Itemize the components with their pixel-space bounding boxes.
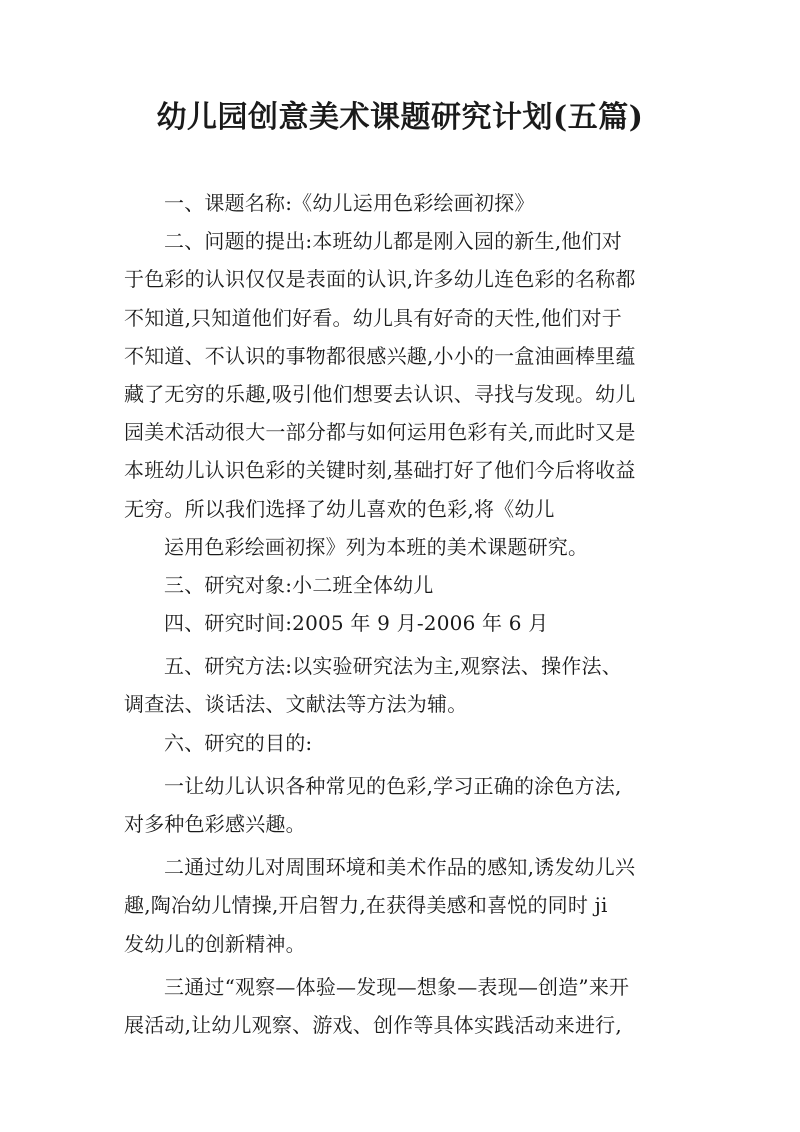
- paragraph-problem-line: 运用色彩绘画初探》列为本班的美术课题研究。: [164, 534, 589, 559]
- document-title: 幼儿园创意美术课题研究计划(五篇): [156, 100, 644, 135]
- paragraph-purpose-three-line: 三通过“观察—体验—发现—想象—表现—创造”来开: [164, 974, 630, 999]
- paragraph-purpose-one-line: 对多种色彩感兴趣。: [124, 812, 306, 836]
- paragraph-purpose-one-line: 一让幼儿认识各种常见的色彩,学习正确的涂色方法,: [164, 773, 622, 798]
- paragraph-research-time: 四、研究时间:2005 年 9 月-2006 年 6 月: [164, 611, 549, 636]
- document-body: [124, 184, 684, 1044]
- paragraph-research-subject: 三、研究对象:小二班全体幼儿: [164, 572, 434, 597]
- paragraph-problem-line: 不知道、不认识的事物都很感兴趣,小小的一盒油画棒里蕴: [124, 343, 636, 368]
- paragraph-problem-line: 不知道,只知道他们好看。幼儿具有好奇的天性,他们对于: [124, 305, 622, 330]
- paragraph-problem-line: 无穷。所以我们选择了幼儿喜欢的色彩,将《幼儿: [124, 496, 555, 521]
- paragraph-purpose-two-line: 二通过幼儿对周围环境和美术作品的感知,诱发幼儿兴: [164, 855, 636, 880]
- paragraph-research-method-line: 调查法、谈话法、文献法等方法为辅。: [124, 692, 468, 717]
- paragraph-purpose-three-line: 展活动,让幼儿观察、游戏、创作等具体实践活动来进行,: [124, 1012, 622, 1037]
- paragraph-problem-line: 本班幼儿认识色彩的关键时刻,基础打好了他们今后将收益: [124, 458, 636, 483]
- paragraph-problem-line: 二、问题的提出:本班幼儿都是刚入园的新生,他们对: [164, 229, 622, 254]
- paragraph-purpose-two-line: 发幼儿的创新精神。: [124, 931, 306, 956]
- paragraph-problem-line: 藏了无穷的乐趣,吸引他们想要去认识、寻找与发现。幼儿: [124, 381, 636, 406]
- paragraph-research-purpose: 六、研究的目的:: [164, 730, 313, 755]
- paragraph-research-method-line: 五、研究方法:以实验研究法为主,观察法、操作法、: [164, 654, 622, 679]
- paragraph-problem-line: 于色彩的认识仅仅是表面的认识,许多幼儿连色彩的名称都: [124, 267, 636, 292]
- paragraph-topic-name: 一、课题名称:《幼儿运用色彩绘画初探》: [164, 191, 535, 215]
- paragraph-purpose-two-line: 趣,陶冶幼儿情操,开启智力,在获得美感和喜悦的同时 ji: [124, 893, 608, 918]
- paragraph-problem-line: 园美术活动很大一部分都与如何运用色彩有关,而此时又是: [124, 420, 636, 445]
